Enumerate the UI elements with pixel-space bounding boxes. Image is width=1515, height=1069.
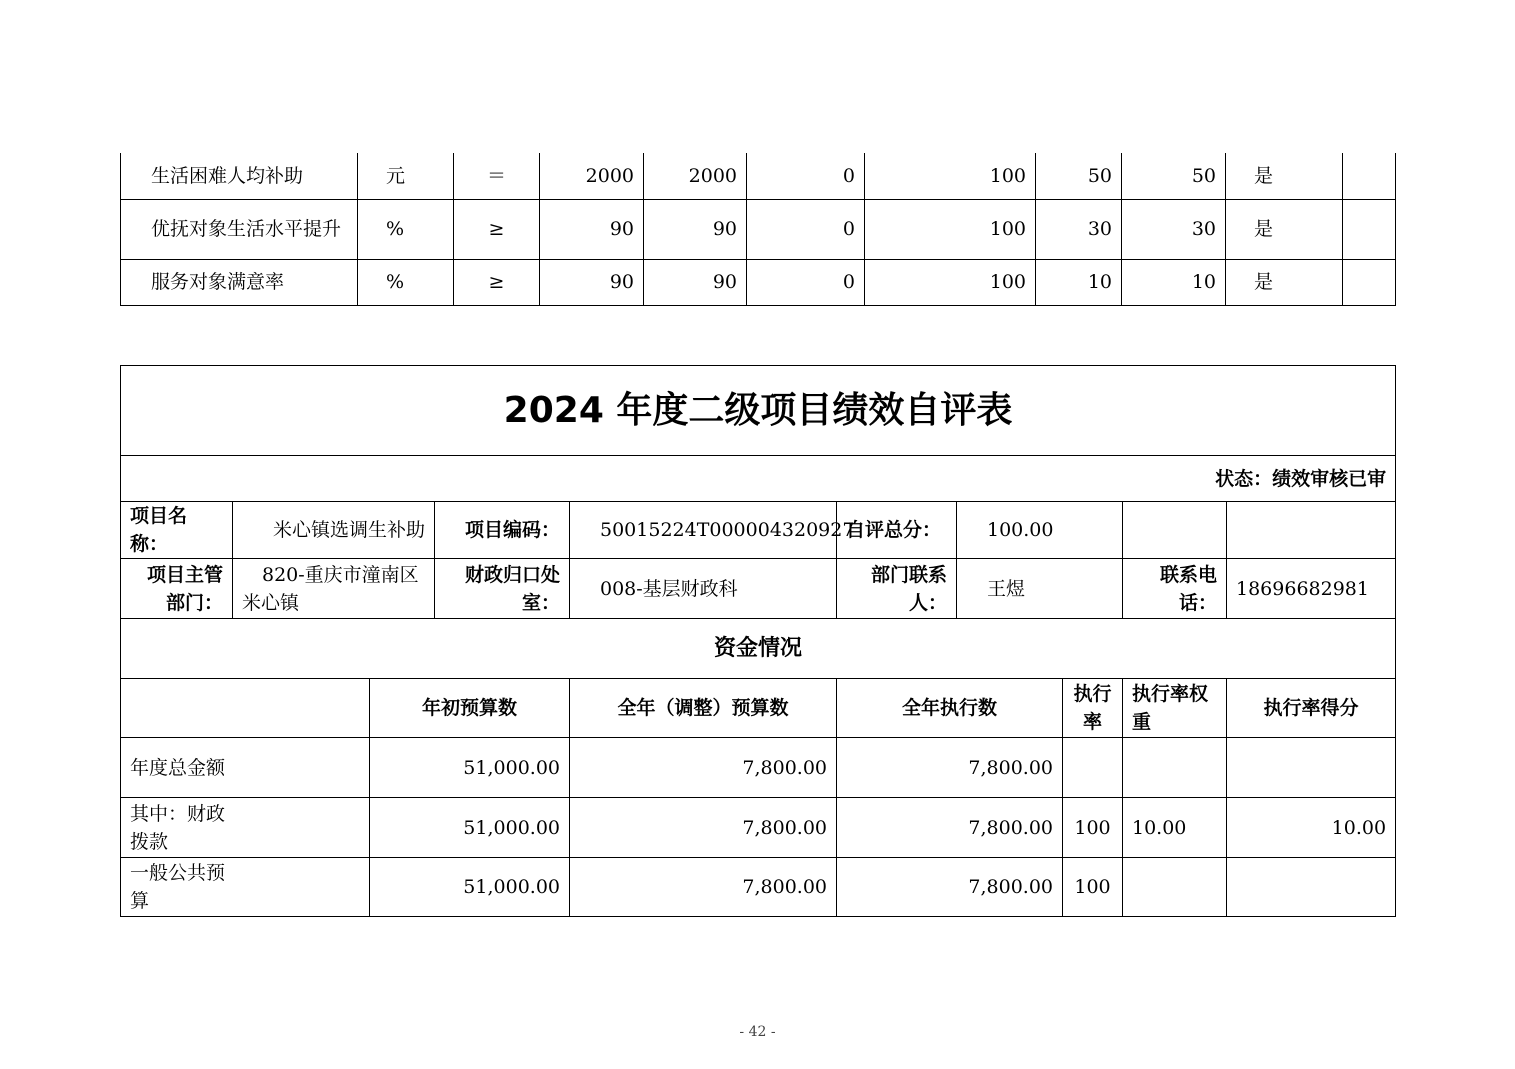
project-code-value: 50015224T000004320927	[570, 502, 837, 559]
funds-header-blank	[121, 679, 370, 738]
indicator-met: 是	[1226, 153, 1343, 199]
indicator-table	[120, 153, 1396, 306]
funds-weight	[1123, 738, 1227, 798]
funds-row	[121, 798, 1396, 858]
funds-executed: 7,800.00	[837, 798, 1063, 858]
funds-title-row	[121, 619, 1396, 679]
funds-row	[121, 858, 1396, 917]
indicator-operator: ≥	[454, 259, 540, 305]
indicator-name: 生活困难人均补助	[121, 153, 358, 199]
indicator-score: 10	[1122, 259, 1226, 305]
funds-header-initial: 年初预算数	[370, 679, 570, 738]
project-name-label: 项目名称：	[121, 502, 233, 559]
funds-weight	[1123, 858, 1227, 917]
funds-title: 资金情况	[121, 619, 1396, 679]
title-row	[121, 366, 1396, 456]
funds-label: 其中：财政拨款	[121, 798, 370, 858]
indicator-weight: 50	[1036, 153, 1122, 199]
funds-rate	[1063, 738, 1123, 798]
funds-initial: 51,000.00	[370, 738, 570, 798]
funds-header-score: 执行率得分	[1227, 679, 1396, 738]
indicator-target: 90	[540, 259, 644, 305]
indicator-weight: 10	[1036, 259, 1122, 305]
table-row	[121, 259, 1396, 305]
funds-weight: 10.00	[1123, 798, 1227, 858]
indicator-unit: %	[358, 259, 454, 305]
project-code-label: 项目编码：	[435, 502, 570, 559]
funds-adjusted: 7,800.00	[570, 738, 837, 798]
indicator-operator: ≥	[454, 199, 540, 259]
indicator-note	[1343, 199, 1396, 259]
status-row	[121, 456, 1396, 502]
dept-info-row	[121, 559, 1396, 619]
indicator-note	[1343, 153, 1396, 199]
table-row	[121, 153, 1396, 199]
form-title: 2024 年度二级项目绩效自评表	[121, 366, 1396, 456]
funds-row	[121, 738, 1396, 798]
indicator-score: 50	[1122, 153, 1226, 199]
contact-label: 部门联系人：	[837, 559, 957, 619]
status-text: 状态：绩效审核已审	[121, 456, 1396, 502]
indicator-target: 90	[540, 199, 644, 259]
self-evaluation-form	[120, 365, 1396, 917]
indicator-unit: %	[358, 199, 454, 259]
indicator-met: 是	[1226, 259, 1343, 305]
phone-label: 联系电话：	[1123, 559, 1227, 619]
indicator-rate: 100	[865, 259, 1036, 305]
indicator-unit: 元	[358, 153, 454, 199]
page-number: - 42 -	[739, 1024, 776, 1040]
self-score-value: 100.00	[957, 502, 1123, 559]
funds-rate: 100	[1063, 798, 1123, 858]
funds-initial: 51,000.00	[370, 798, 570, 858]
phone-value: 18696682981	[1227, 559, 1396, 619]
indicator-deviation: 0	[747, 259, 865, 305]
funds-score	[1227, 858, 1396, 917]
indicator-name: 服务对象满意率	[121, 259, 358, 305]
table-row	[121, 199, 1396, 259]
indicator-actual: 90	[644, 259, 747, 305]
indicator-rate: 100	[865, 199, 1036, 259]
indicator-met: 是	[1226, 199, 1343, 259]
funds-executed: 7,800.00	[837, 738, 1063, 798]
funds-initial: 51,000.00	[370, 858, 570, 917]
indicator-deviation: 0	[747, 153, 865, 199]
funds-score	[1227, 738, 1396, 798]
empty-cell	[1227, 502, 1396, 559]
funds-score: 10.00	[1227, 798, 1396, 858]
funds-header-executed: 全年执行数	[837, 679, 1063, 738]
indicator-note	[1343, 259, 1396, 305]
indicator-actual: 90	[644, 199, 747, 259]
funds-adjusted: 7,800.00	[570, 858, 837, 917]
funds-header-weight: 执行率权重	[1123, 679, 1227, 738]
indicator-actual: 2000	[644, 153, 747, 199]
empty-cell	[1123, 502, 1227, 559]
indicator-weight: 30	[1036, 199, 1122, 259]
finance-value: 008-基层财政科	[570, 559, 837, 619]
dept-label: 项目主管部门：	[121, 559, 233, 619]
indicator-name: 优抚对象生活水平提升	[121, 199, 358, 259]
project-name-value: 米心镇选调生补助	[233, 502, 435, 559]
funds-header-row	[121, 679, 1396, 738]
indicator-rate: 100	[865, 153, 1036, 199]
funds-header-rate: 执行率	[1063, 679, 1123, 738]
funds-adjusted: 7,800.00	[570, 798, 837, 858]
funds-label: 年度总金额	[121, 738, 370, 798]
indicator-operator: ＝	[454, 153, 540, 199]
finance-label: 财政归口处室：	[435, 559, 570, 619]
funds-label: 一般公共预算	[121, 858, 370, 917]
project-info-row	[121, 502, 1396, 559]
indicator-target: 2000	[540, 153, 644, 199]
self-score-label: 自评总分：	[837, 502, 957, 559]
dept-value: 820-重庆市潼南区米心镇	[233, 559, 435, 619]
funds-header-adjusted: 全年（调整）预算数	[570, 679, 837, 738]
indicator-score: 30	[1122, 199, 1226, 259]
indicator-deviation: 0	[747, 199, 865, 259]
funds-executed: 7,800.00	[837, 858, 1063, 917]
contact-value: 王煜	[957, 559, 1123, 619]
funds-rate: 100	[1063, 858, 1123, 917]
